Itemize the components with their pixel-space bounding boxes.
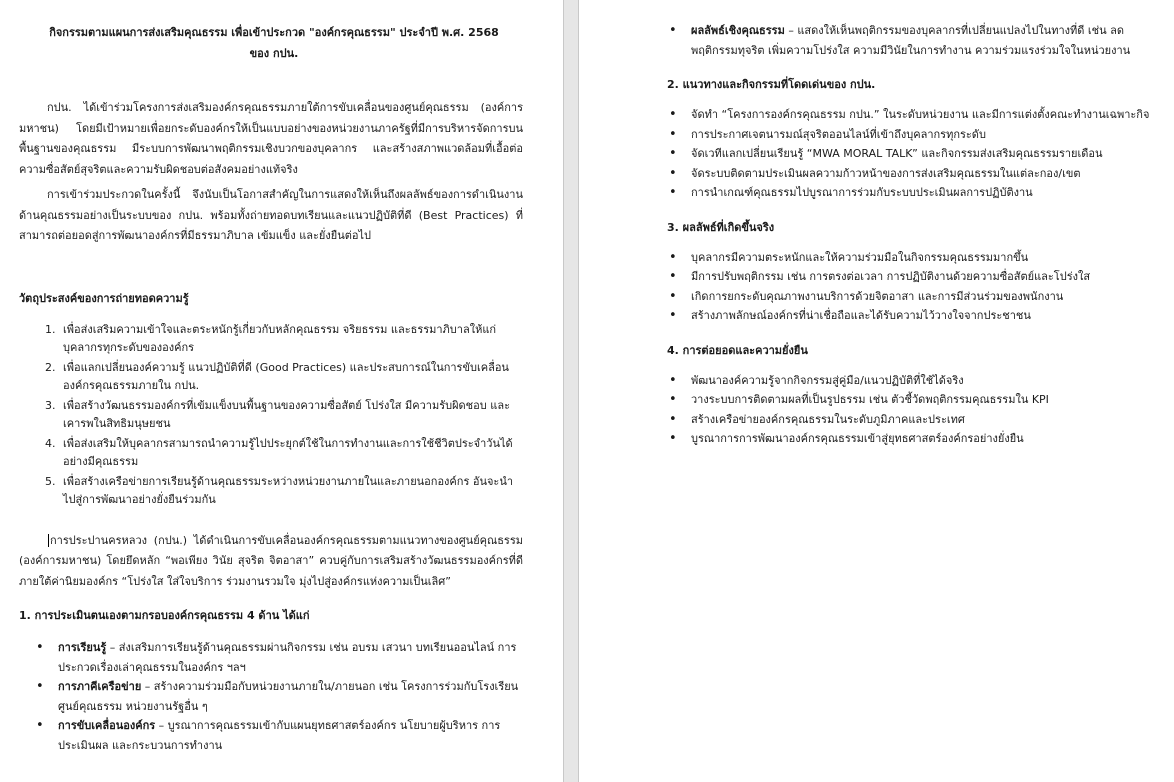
document-title (19, 22, 523, 64)
section-3-item: • เกิดการยกระดับคุณภาพงานบริการด้วยจิตอาสา และการมีส่วนร่วมของพนักงาน (691, 287, 1160, 307)
title-line-1: กิจกรรมตามแผนการส่งเสริมคุณธรรม เพื่อเข้าประกวด "องค์กรคุณธรรม" ประจำปี พ.ศ. 2568 (49, 26, 499, 39)
page-gap (564, 0, 578, 782)
section-3-item: • สร้างภาพลักษณ์องค์กรที่น่าเชื่อถือและได้รับความไว้วางใจจากประชาชน (691, 306, 1160, 326)
title-line-2: ของ กปน. (249, 47, 299, 60)
document-page-right[interactable] (578, 0, 1174, 782)
section-2-item: • การประกาศเจตนารมณ์สุจริตออนไลน์ที่เข้าถึงบุคลากรทุกระดับ (691, 125, 1160, 145)
section-1-list (19, 638, 523, 755)
section-4-item: • วางระบบการติดตามผลที่เป็นรูปธรรม เช่น ตัวชี้วัดพฤติกรรมคุณธรรมใน KPI (691, 390, 1160, 410)
objectives-heading: วัตถุประสงค์ของการถ่ายทอดความรู้ (19, 291, 189, 305)
section-2-item: • จัดระบบติดตามประเมินผลความก้าวหน้าของการส่งเสริมคุณธรรมในแต่ละกอง/เขต (691, 164, 1160, 184)
intro-paragraph-1: กปน. ได้เข้าร่วมโครงการส่งเสริมองค์กรคุณธรรมภายใต้การขับเคลื่อนของศูนย์คุณธรรม (องค์การมหาชน) โดยมีเป้าหมายเพื่อยกระดับองค์กรให้เป็นแบบอย่างของหน่วยงานภาครัฐที่มีการบริหารจัดการบนพื้นฐานของคุณธรรม มีระบบการพัฒนาพฤติกรรมเชิงบวกของบุคลากร และสร้างสภาพแวดล้อมที่เอื้อต่อความซื่อสัตย์สุจริตและความรับผิดชอบต่อสังคมอย่างแท้จริง (19, 101, 523, 176)
section-2-item: • จัดเวทีแลกเปลี่ยนเรียนรู้ “MWA MORAL TALK” และกิจกรรมส่งเสริมคุณธรรมรายเดือน (691, 144, 1160, 164)
objective-item: 3. เพื่อสร้างวัฒนธรรมองค์กรที่เข้มแข็งบนพื้นฐานของความซื่อสัตย์ โปร่งใส มีความรับผิดชอบ และเคารพในสิทธิมนุษยชน (59, 397, 523, 434)
section-4-list (668, 371, 1160, 449)
objective-item: 4. เพื่อส่งเสริมให้บุคลากรสามารถนำความรู้ไปประยุกต์ใช้ในการทำงานและการใช้ชีวิตประจำวันได้อย่างมีคุณธรรม (59, 435, 523, 472)
section-2-item: • จัดทำ “โครงการองค์กรคุณธรรม กปน.” ในระดับหน่วยงาน และมีการแต่งตั้งคณะทำงานเฉพาะกิจ (691, 105, 1160, 125)
objective-item: 5. เพื่อสร้างเครือข่ายการเรียนรู้ด้านคุณธรรมระหว่างหน่วยงานภายในและภายนอกองค์กร อันจะนำไปสู่การพัฒนาอย่างยั่งยืนร่วมกัน (59, 473, 523, 510)
paragraph-3: การประปานครหลวง (กปน.) ได้ดำเนินการขับเคลื่อนองค์กรคุณธรรมตามแนวทางของศูนย์คุณธรรม (องค์การมหาชน) โดยยึดหลัก “พอเพียง วินัย สุจริต จิตอาสา” ควบคู่กับการเสริมสร้างวัฒนธรรมองค์กรที่ดี ภายใต้ค่านิยมองค์กร “โปร่งใส ใส่ใจบริการ ร่วมงานรวมใจ มุ่งไปสู่องค์กรแห่งความเป็นเลิศ” (19, 533, 523, 588)
results-item-list (668, 21, 1160, 60)
section-2-list (668, 105, 1160, 203)
objective-item: 2. เพื่อแลกเปลี่ยนองค์ความรู้ แนวปฏิบัติที่ดี (Good Practices) และประสบการณ์ในการขับเคลื่อนองค์กรคุณธรรมภายใน กปน. (59, 359, 523, 396)
section-1-item: • การภาคีเครือข่าย – สร้างความร่วมมือกับหน่วยงานภายใน/ภายนอก เช่น โครงการร่วมกับโรงเรียน ศูนย์คุณธรรม หน่วยงานรัฐอื่น ๆ (58, 677, 523, 716)
objectives-list (19, 321, 523, 510)
section-1-item: • การเรียนรู้ – ส่งเสริมการเรียนรู้ด้านคุณธรรมผ่านกิจกรรม เช่น อบรม เสวนา บทเรียนออนไลน์ การประกวดเรื่องเล่าคุณธรรมในองค์กร ฯลฯ (58, 638, 523, 677)
section-4-heading: 4. การต่อยอดและความยั่งยืน (667, 343, 808, 357)
document-page-left[interactable] (0, 0, 564, 782)
section-4-item: • สร้างเครือข่ายองค์กรคุณธรรมในระดับภูมิภาคและประเทศ (691, 410, 1160, 430)
moral-outcome-item: • ผลลัพธ์เชิงคุณธรรม – แสดงให้เห็นพฤติกรรมของบุคลากรที่เปลี่ยนแปลงไปในทางที่ดี เช่น ลดพฤติกรรมทุจริต เพิ่มความโปร่งใส ความมีวินัยในการทำงาน ความร่วมแรงร่วมใจในหน่วยงาน (691, 21, 1160, 60)
section-1-heading: 1. การประเมินตนเองตามกรอบองค์กรคุณธรรม 4 ด้าน ได้แก่ (19, 609, 310, 622)
section-4-item: • พัฒนาองค์ความรู้จากกิจกรรมสู่คู่มือ/แนวปฏิบัติที่ใช้ได้จริง (691, 371, 1160, 391)
section-3-heading: 3. ผลลัพธ์ที่เกิดขึ้นจริง (667, 220, 775, 234)
section-2-heading: 2. แนวทางและกิจกรรมที่โดดเด่นของ กปน. (667, 78, 876, 91)
objective-item: 1. เพื่อส่งเสริมความเข้าใจและตระหนักรู้เกี่ยวกับหลักคุณธรรม จริยธรรม และธรรมาภิบาลให้แก่บุคลากรทุกระดับขององค์กร (59, 321, 523, 358)
section-2-item: • การนำเกณฑ์คุณธรรมไปบูรณาการร่วมกับระบบประเมินผลการปฏิบัติงาน (691, 183, 1160, 203)
section-3-list (668, 248, 1160, 326)
intro-paragraph-2: การเข้าร่วมประกวดในครั้งนี้ จึงนับเป็นโอกาสสำคัญในการแสดงให้เห็นถึงผลลัพธ์ของการดำเนินงานด้านคุณธรรมอย่างเป็นระบบของ กปน. พร้อมทั้งถ่ายทอดบทเรียนและแนวปฏิบัติที่ดี (Best Practices) ที่สามารถต่อยอดสู่การพัฒนาองค์กรที่มีธรรมาภิบาล เข้มแข็ง และยั่งยืนต่อไป (19, 188, 523, 242)
section-3-item: • มีการปรับพฤติกรรม เช่น การตรงต่อเวลา การปฏิบัติงานด้วยความซื่อสัตย์และโปร่งใส (691, 267, 1160, 287)
section-4-item: • บูรณาการการพัฒนาองค์กรคุณธรรมเข้าสู่ยุทธศาสตร์องค์กรอย่างยั่งยืน (691, 429, 1160, 449)
section-1-item: • การขับเคลื่อนองค์กร – บูรณาการคุณธรรมเข้ากับแผนยุทธศาสตร์องค์กร นโยบายผู้บริหาร การประเมินผล และกระบวนการทำงาน (58, 716, 523, 755)
section-3-item: • บุคลากรมีความตระหนักและให้ความร่วมมือในกิจกรรมคุณธรรมมากขึ้น (691, 248, 1160, 268)
